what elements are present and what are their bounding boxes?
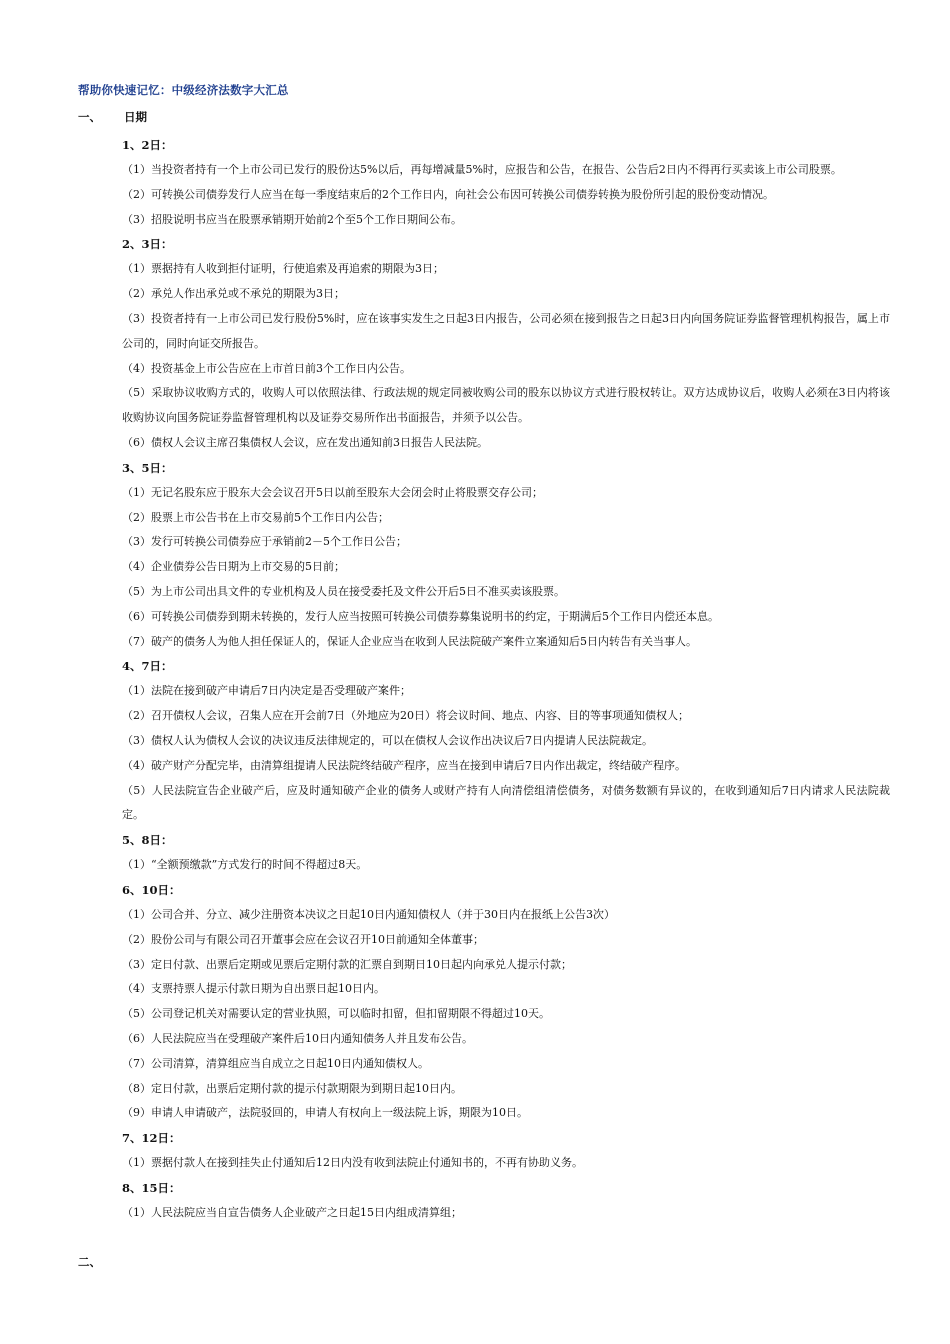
heading-label: 日期 <box>124 110 147 124</box>
list-item: （6）债权人会议主席召集债权人会议，应在发出通知前3日报告人民法院。 <box>122 435 488 449</box>
list-item: （6）可转换公司债券到期未转换的，发行人应当按照可转换公司债券募集说明书的约定，于期满后5个工作日内偿还本息。 <box>122 609 719 623</box>
next-heading: 二、 <box>78 1255 101 1269</box>
list-item: （4）企业债券公告日期为上市交易的5日前； <box>122 560 345 574</box>
list-item: （1）当投资者持有一个上市公司已发行的股份达5%以后，再每增减量5%时，应报告和公告，在报告、公告后2日内不得再行买卖该上市公司股票。 <box>122 163 842 176</box>
list-item: （2）承兑人作出承兑或不承兑的期限为3日； <box>122 287 345 301</box>
list-item: （2）股份公司与有限公司召开董事会应在会议召开10日前通知全体董事； <box>122 932 484 946</box>
section-heading: 7、12日： <box>122 1131 181 1146</box>
list-item: （5）人民法院宣告企业破产后，应及时通知破产企业的债务人或财产持有人向清偿组清偿债务，对债务数额有异议的，在收到通知后7日内请求人民法院裁定。 <box>122 783 890 822</box>
list-item: （3）定日付款、出票后定期或见票后定期付款的汇票自到期日10日起内向承兑人提示付款； <box>122 957 572 971</box>
section-heading: 3、5日： <box>122 460 173 475</box>
document-title: 帮助你快速记忆：中级经济法数字大汇总 <box>78 83 289 97</box>
list-item: （1）无记名股东应于股东大会会议召开5日以前至股东大会闭会时止将股票交存公司； <box>122 485 543 499</box>
section-heading: 8、15日： <box>122 1180 181 1195</box>
heading-number: 一、 <box>78 110 101 124</box>
section-heading: 2、3日： <box>122 237 173 252</box>
section-heading: 4、7日： <box>122 659 173 674</box>
list-item: （4）投资基金上市公告应在上市首日前3个工作日内公告。 <box>122 361 411 375</box>
list-item: （8）定日付款，出票后定期付款的提示付款期限为到期日起10日内。 <box>122 1081 462 1095</box>
list-item: （4）支票持票人提示付款日期为自出票日起10日内。 <box>122 982 385 996</box>
list-item: （1）法院在接到破产申请后7日内决定是否受理破产案件； <box>122 684 411 698</box>
list-item: （5）公司登记机关对需要认定的营业执照，可以临时扣留，但扣留期限不得超过10天。 <box>122 1007 550 1021</box>
list-item: （1）票据持有人收到拒付证明，行使追索及再追索的期限为3日； <box>122 262 444 276</box>
list-item: （3）招股说明书应当在股票承销期开始前2个至5个工作日期间公布。 <box>122 212 462 226</box>
list-item: （1）人民法院应当自宣告债务人企业破产之日起15日内组成清算组； <box>122 1205 462 1219</box>
content-body <box>122 133 890 1226</box>
heading-one <box>78 109 147 125</box>
list-item: （2）召开债权人会议，召集人应在开会前7日（外地应为20日）将会议时间、地点、内容、目的等事项通知债权人； <box>122 709 689 723</box>
section-heading: 1、2日： <box>122 138 173 152</box>
list-item: （3）债权人认为债权人会议的决议违反法律规定的，可以在债权人会议作出决议后7日内提请人民法院裁定。 <box>122 733 653 747</box>
section-heading: 6、10日： <box>122 882 181 897</box>
list-item: （1）票据付款人在接到挂失止付通知后12日内没有收到法院止付通知书的，不再有协助义务。 <box>122 1156 583 1170</box>
list-item: （6）人民法院应当在受理破产案件后10日内通知债务人并且发布公告。 <box>122 1031 473 1045</box>
list-item: （2）可转换公司债券发行人应当在每一季度结束后的2个工作日内，向社会公布因可转换公司债券转换为股份所引起的股份变动情况。 <box>122 187 774 201</box>
list-item: （1）“全额预缴款”方式发行的时间不得超过8天。 <box>122 858 368 872</box>
list-item: （2）股票上市公告书在上市交易前5个工作日内公告； <box>122 510 389 524</box>
list-item: （7）破产的债务人为他人担任保证人的，保证人企业应当在收到人民法院破产案件立案通知后5日内转告有关当事人。 <box>122 634 697 648</box>
section-heading: 5、8日： <box>122 833 173 848</box>
list-item: （9）申请人申请破产，法院驳回的，申请人有权向上一级法院上诉，期限为10日。 <box>122 1106 528 1120</box>
list-item: （3）发行可转换公司债券应于承销前2－5个工作日公告； <box>122 535 407 549</box>
list-item: （5）采取协议收购方式的，收购人可以依照法律、行政法规的规定同被收购公司的股东以协议方式进行股权转让。双方达成协议后，收购人必须在3日内将该收购协议向国务院证券监督管理机构以及证券交易所作出书面报告，并须予以公告。 <box>122 386 890 425</box>
list-item: （3）投资者持有一上市公司已发行股份5%时，应在该事实发生之日起3日内报告，公司必须在接到报告之日起3日内向国务院证券监督管理机构报告，属上市公司的，同时向证交所报告。 <box>122 311 890 350</box>
list-item: （5）为上市公司出具文件的专业机构及人员在接受委托及文件公开后5日不准买卖该股票。 <box>122 584 565 598</box>
list-item: （4）破产财产分配完毕，由清算组提请人民法院终结破产程序，应当在接到申请后7日内作出裁定，终结破产程序。 <box>122 758 686 772</box>
list-item: （7）公司清算，清算组应当自成立之日起10日内通知债权人。 <box>122 1056 429 1070</box>
list-item: （1）公司合并、分立、减少注册资本决议之日起10日内通知债权人（并于30日内在报纸上公告3次） <box>122 907 615 921</box>
